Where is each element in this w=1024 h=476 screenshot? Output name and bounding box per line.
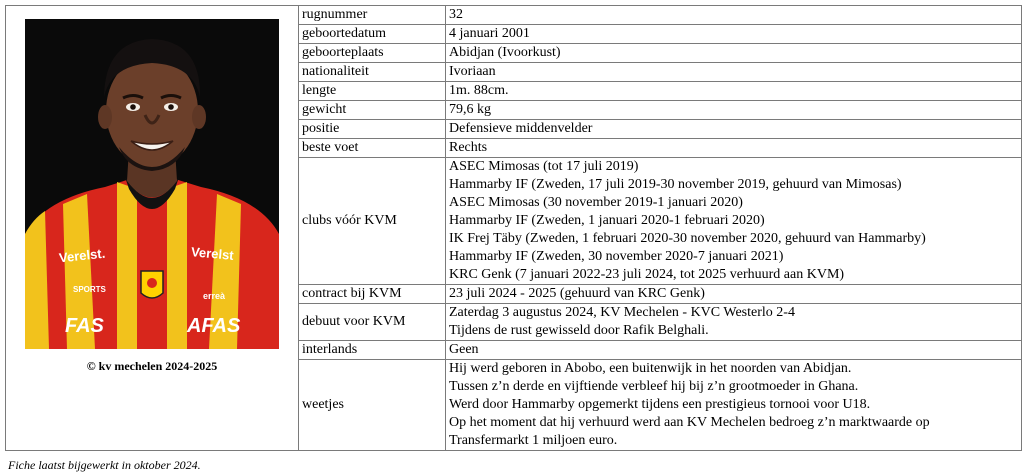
fact-entry: Op het moment dat hij verhuurd werd aan KV Mechelen bedroeg z’n marktwaarde op: [449, 415, 930, 430]
label-cell: contract bij KVM: [299, 285, 446, 304]
club-entry: Hammarby IF (Zweden, 30 november 2020-7 januari 2021): [449, 249, 784, 264]
value-cell: Ivoriaan: [446, 63, 1022, 82]
label-cell: beste voet: [299, 139, 446, 158]
value-cell: [446, 304, 1022, 341]
value-cell: Rechts: [446, 139, 1022, 158]
club-entry: ASEC Mimosas (30 november 2019-1 januari 2020): [449, 195, 743, 210]
photo-cell: [6, 6, 299, 451]
value-cell: 23 juli 2024 - 2025 (gehuurd van KRC Genk): [446, 285, 1022, 304]
club-entry: Hammarby IF (Zweden, 1 januari 2020-1 februari 2020): [449, 213, 765, 228]
fact-entry: Werd door Hammarby opgemerkt tijdens een prestigieus tornooi voor U18.: [449, 397, 871, 412]
label-cell: rugnummer: [299, 6, 446, 25]
jersey-text-sponsor-small: SPORTS: [73, 285, 106, 294]
label-cell: gewicht: [299, 101, 446, 120]
fact-entry: Tussen z’n derde en vijftiende verbleef hij bij z’n grootmoeder in Ghana.: [449, 379, 859, 394]
debuut-match: Zaterdag 3 augustus 2024, KV Mechelen - KVC Westerlo 2-4: [449, 305, 795, 320]
value-cell: Geen: [446, 341, 1022, 360]
club-entry: Hammarby IF (Zweden, 17 juli 2019-30 november 2019, gehuurd van Mimosas): [449, 177, 902, 192]
fact-entry: Hij werd geboren in Abobo, een buitenwijk in het noorden van Abidjan.: [449, 361, 852, 376]
jersey-text-chest-left: Verelst.: [58, 245, 106, 266]
label-cell: positie: [299, 120, 446, 139]
club-entry: IK Frej Täby (Zweden, 1 februari 2020-30 november 2020, gehuurd van Hammarby): [449, 231, 926, 246]
value-cell: 4 januari 2001: [446, 25, 1022, 44]
clubs-list: [446, 158, 1022, 285]
jersey-text-kit-brand: erreà: [203, 291, 226, 301]
club-entry: KRC Genk (7 januari 2022-23 juli 2024, tot 2025 verhuurd aan KVM): [449, 267, 845, 282]
label-cell: weetjes: [299, 360, 446, 451]
label-cell: debuut voor KVM: [299, 304, 446, 341]
club-entry: ASEC Mimosas (tot 17 juli 2019): [449, 159, 639, 174]
label-cell: clubs vóór KVM: [299, 158, 446, 285]
label-cell: geboorteplaats: [299, 44, 446, 63]
label-cell: interlands: [299, 341, 446, 360]
fact-entry: Transfermarkt 1 miljoen euro.: [449, 433, 618, 448]
weetjes-list: [446, 360, 1022, 451]
jersey-text-chest-right: Verelst: [190, 244, 235, 263]
value-cell: 1m. 88cm.: [446, 82, 1022, 101]
value-cell: 79,6 kg: [446, 101, 1022, 120]
debuut-note: Tijdens de rust gewisseld door Rafik Belghali.: [449, 323, 709, 338]
photo-credit: © kv mechelen 2024-2025: [86, 359, 218, 373]
label-cell: lengte: [299, 82, 446, 101]
value-cell: 32: [446, 6, 1022, 25]
label-cell: nationaliteit: [299, 63, 446, 82]
jersey-text-lower-left: FAS: [65, 315, 104, 337]
row-rugnummer: [6, 6, 1022, 25]
player-photo: [25, 19, 279, 349]
player-photo-illustration: [25, 19, 279, 349]
jersey-text-lower-right: AFAS: [187, 315, 241, 337]
player-fiche-table: [5, 5, 1022, 451]
label-cell: geboortedatum: [299, 25, 446, 44]
footnote-last-updated: Fiche laatst bijgewerkt in oktober 2024.: [8, 458, 201, 472]
value-cell: Abidjan (Ivoorkust): [446, 44, 1022, 63]
value-cell: Defensieve middenvelder: [446, 120, 1022, 139]
